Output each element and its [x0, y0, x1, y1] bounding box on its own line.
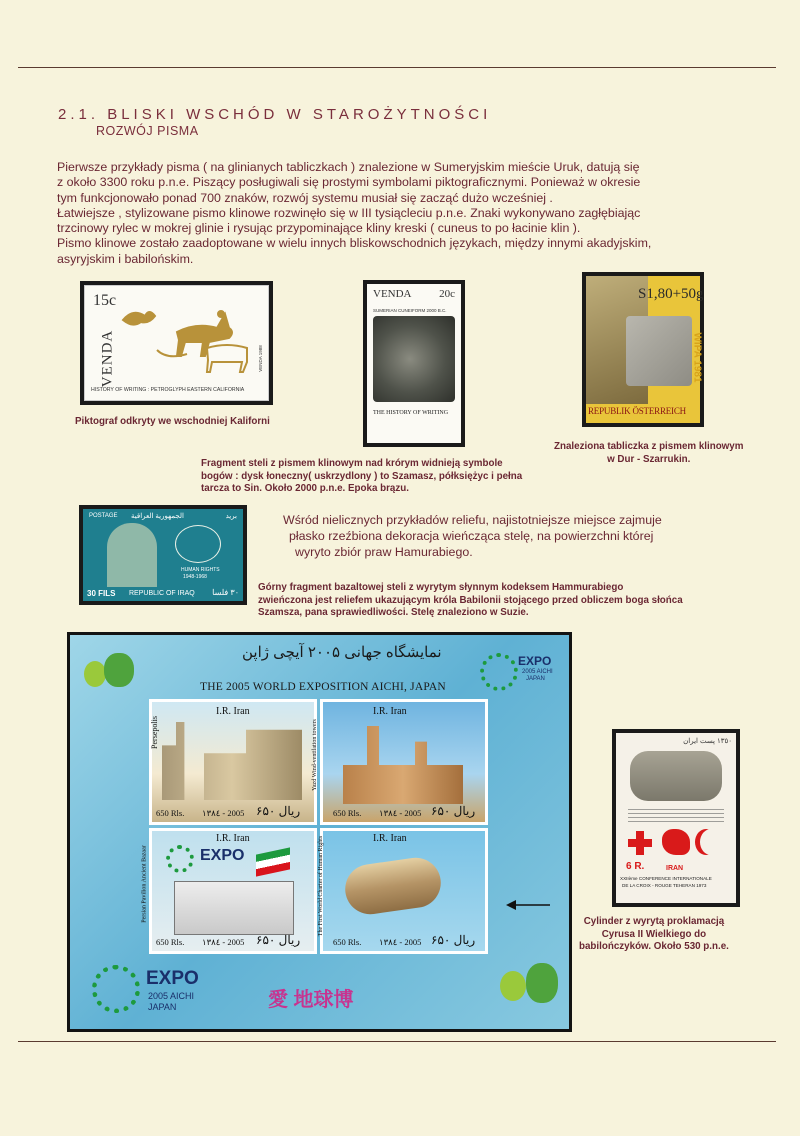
- sheet-stamp-cylinder: [320, 828, 488, 954]
- intro-line: tym funkcjonowało ponad 700 znaków, rozwój systemu musiał się zacząć dużo wcześniej .: [57, 190, 553, 205]
- stamp-years: 1948-1968: [183, 574, 207, 580]
- bottom-divider: [18, 1041, 776, 1042]
- stamp-top-right: بريد: [225, 513, 237, 520]
- expo-logo-sub: 2005 AICHI: [148, 991, 195, 1001]
- petroglyph-illustration: [117, 292, 267, 382]
- stamp-country: IRAN: [666, 865, 684, 872]
- stamp-country: I.R. Iran: [216, 833, 250, 844]
- caption-line: Szamsza, pana sprawiedliwości. Stelę znaleziono w Suzie.: [258, 607, 529, 618]
- kanji-logo: 愛 地球博: [268, 989, 354, 1011]
- arrow-left-icon: [506, 899, 550, 911]
- stamp-price: 650 Rls.: [156, 808, 185, 818]
- stamp-year: ١٣٨٤ - 2005: [202, 808, 245, 818]
- stamp-country: I.R. Iran: [373, 706, 407, 717]
- stamp-venda-cuneiform: [363, 280, 465, 447]
- intro-line: trzcinowy rylec w mokrej glinie i rysując przypominające kliny kreski ( cuneus to po łacinie klin ).: [57, 221, 581, 236]
- caption-petroglyph: Piktograf odkryty we wschodniej Kaliforni: [75, 416, 270, 427]
- pavilion-illustration: [174, 881, 294, 935]
- expo-logo-icon: [92, 965, 140, 1013]
- cuneiform-illustration: [373, 316, 455, 402]
- scales-illustration: [175, 525, 221, 563]
- caption-line: Cyrusa II Wielkiego do: [601, 928, 707, 940]
- stamp-persian-price: ۶۵۰ ریال: [431, 804, 476, 818]
- caption-line: Górny fragment bazaltowej steli z wyrytym słynnym kodeksem Hammurabiego: [258, 582, 624, 593]
- stamp-price: 650 Rls.: [156, 937, 185, 947]
- cyrus-cylinder-illustration: [342, 855, 444, 918]
- stamp-bottom-text: DE LA CROIX - ROUGE TEHERAN 1973: [622, 883, 707, 888]
- iran-flag-icon: [256, 847, 290, 876]
- caption-line: bogów : dysk łoneczny( uskrzydlony ) to Szamasz, półksiężyc i pełna: [201, 470, 523, 482]
- red-crescent-icon: [700, 829, 722, 855]
- red-lion-sun-icon: [662, 829, 690, 855]
- stamp-country: I.R. Iran: [216, 706, 250, 717]
- relief-line: płasko rzeźbiona dekoracja wieńcząca stelę, na powierzchni której: [289, 529, 654, 543]
- persian-title: نمایشگاه جهانی ۲۰۰۵ آیچی ژاپن: [242, 644, 442, 661]
- section-subtitle: ROZWÓJ PISMA: [96, 124, 199, 138]
- stamp-iraq: [79, 505, 247, 605]
- stamp-country: REPUBLIK ÖSTERREICH: [588, 406, 686, 416]
- windtower-illustration: [343, 726, 463, 804]
- stamp-caption: THE HISTORY OF WRITING: [373, 410, 449, 416]
- stamp-value: 20c: [439, 288, 455, 300]
- expo-logo-text: EXPO: [146, 968, 199, 989]
- persepolis-illustration: [162, 722, 302, 800]
- stamp-year: ١٣٨٤ - 2005: [379, 937, 422, 947]
- section-heading: [58, 106, 491, 123]
- tablet-illustration-2: [626, 316, 692, 386]
- stela-illustration: [107, 523, 157, 587]
- section-number: 2.1.: [58, 106, 100, 123]
- intro-line: Łatwiejsze , stylizowane pismo klinowe rozwinęło się w III tysiącleciu p.n.e. Znaki wykonywano zagłębiając: [57, 205, 641, 220]
- stamp-top-text: ١٣٥٠ پست ایران: [683, 738, 732, 745]
- stamp-year: ١٣٨٤ - 2005: [379, 808, 422, 818]
- stamp-arabic-value: ٣٠ فلسا: [212, 588, 239, 597]
- expo-logo-sub: JAPAN: [148, 1002, 177, 1012]
- stamp-label: HUMAN RIGHTS: [181, 567, 220, 573]
- intro-line: Pismo klinowe zostało zaadoptowane w wielu innych bliskowschodnich językach, między innymi akadyjskim,: [57, 236, 652, 251]
- intro-line: asyryjskim i babilońskim.: [57, 251, 194, 266]
- stamp-side-text: WIPA 1981: [691, 332, 703, 383]
- caption-line: zwieńczona jest reliefem ukazującym króla Babilonii stojącego przed obliczem boga słońca: [258, 594, 683, 606]
- expo-logo-sub: 2005 AICHI: [522, 669, 553, 675]
- stamp-side-text: The First World Charter of Human Rights: [318, 835, 325, 937]
- caption-hammurabi: [258, 582, 683, 620]
- sheet-stamp-persepolis: [149, 699, 317, 825]
- stamp-price: 650 Rls.: [333, 808, 362, 818]
- intro-line: Pierwsze przykłady pisma ( na glinianych tabliczkach ) znalezione w Sumeryjskim mieście Uruk, datują się: [57, 160, 640, 174]
- stamp-side-text: VENDA 1988: [257, 345, 263, 372]
- caption-line: tarcza to Sin. Około 2000 p.n.e. Epoka brązu.: [201, 483, 409, 494]
- expo-logo-icon: [480, 653, 518, 691]
- expo-souvenir-sheet: [67, 632, 572, 1032]
- cylinder-illustration: [630, 751, 722, 801]
- caption-line: Znaleziona tabliczka z pismem klinowym: [554, 441, 744, 452]
- stamp-venda-petroglyph: [80, 281, 273, 405]
- stamp-top-text: SUMERIAN CUNEIFORM 2000 B.C.: [373, 308, 447, 313]
- expo-logo-sub: JAPAN: [526, 676, 545, 682]
- stamp-persian-price: ۶۵۰ ریال: [256, 933, 301, 947]
- expo-logo-text: EXPO: [200, 847, 245, 864]
- stamp-country: REPUBLIC OF IRAQ: [129, 590, 195, 597]
- stamp-iran-cylinder: [612, 729, 740, 907]
- stamp-value: 15c: [93, 292, 117, 309]
- stamp-value: 6 R.: [626, 861, 645, 872]
- expo-logo-icon: [166, 845, 194, 873]
- caption-tablet: [554, 441, 743, 466]
- sheet-stamp-windtowers: [311, 699, 488, 825]
- stamp-side-text: Persian Pavilion Ancient Bazaar: [141, 845, 148, 923]
- intro-paragraph: [57, 160, 757, 267]
- stamp-side-text: Yazd Wind-ventilation towers: [311, 719, 318, 791]
- caption-stela: [201, 458, 522, 496]
- stamp-arabic-title: الجمهورية العراقية: [131, 513, 184, 520]
- relief-line: Wśród nielicznych przykładów reliefu, najistotniejsze miejsce zajmuje: [283, 513, 662, 527]
- mascot-icon: [84, 661, 106, 687]
- caption-line: Fragment steli z pismem klinowym nad krórym widnieją symbole: [201, 458, 503, 469]
- sheet-title: THE 2005 WORLD EXPOSITION AICHI, JAPAN: [200, 681, 446, 693]
- stamp-bottom-text: XXIIème CONFERENCE INTERNATIONALE: [620, 876, 712, 881]
- expo-logo-text: EXPO: [518, 654, 552, 668]
- stamp-country: VENDA: [373, 288, 412, 300]
- red-cross-icon: [628, 831, 652, 855]
- stamp-top-left: POSTAGE: [89, 513, 118, 519]
- section-title: BLISKI WSCHÓD W STAROŻYTNOŚCI: [107, 106, 492, 123]
- stamp-country: I.R. Iran: [373, 833, 407, 844]
- stamp-value: S1,80+50g: [638, 286, 704, 302]
- mascot-icon: [500, 971, 526, 1001]
- stamp-caption: HISTORY OF WRITING : PETROGLYPH EASTERN CALIFORNIA: [91, 387, 245, 393]
- stamp-country: VENDA: [99, 329, 116, 388]
- stamp-persian-price: ۶۵۰ ریال: [431, 933, 476, 947]
- stamp-price: 650 Rls.: [333, 937, 362, 947]
- stamp-austria: [582, 272, 704, 427]
- relief-paragraph: [283, 512, 662, 560]
- mascot-icon: [104, 653, 134, 687]
- mascot-icon: [526, 963, 558, 1003]
- inscription-lines: [628, 809, 724, 825]
- intro-line: z około 3300 roku p.n.e. Piszący posługiwali się prostymi symbolami piktograficznymi. Ponieważ w okresie: [57, 175, 641, 190]
- sheet-stamp-pavilion: [141, 828, 317, 954]
- caption-cylinder: [579, 916, 729, 954]
- stamp-persian-price: ۶۵۰ ریال: [256, 804, 301, 818]
- stamp-value: 30 FILS: [87, 589, 116, 598]
- caption-line: Cylinder z wyrytą proklamacją: [583, 916, 725, 927]
- caption-line: babilończyków. Około 530 p.n.e.: [579, 941, 729, 952]
- caption-line: w Dur - Szarrukin.: [607, 453, 691, 465]
- relief-line: wyryto zbiór praw Hamurabiego.: [295, 545, 473, 559]
- stamp-year: ١٣٨٤ - 2005: [202, 937, 245, 947]
- top-divider: [18, 67, 776, 68]
- stamp-side-text: Persepolis: [149, 716, 159, 749]
